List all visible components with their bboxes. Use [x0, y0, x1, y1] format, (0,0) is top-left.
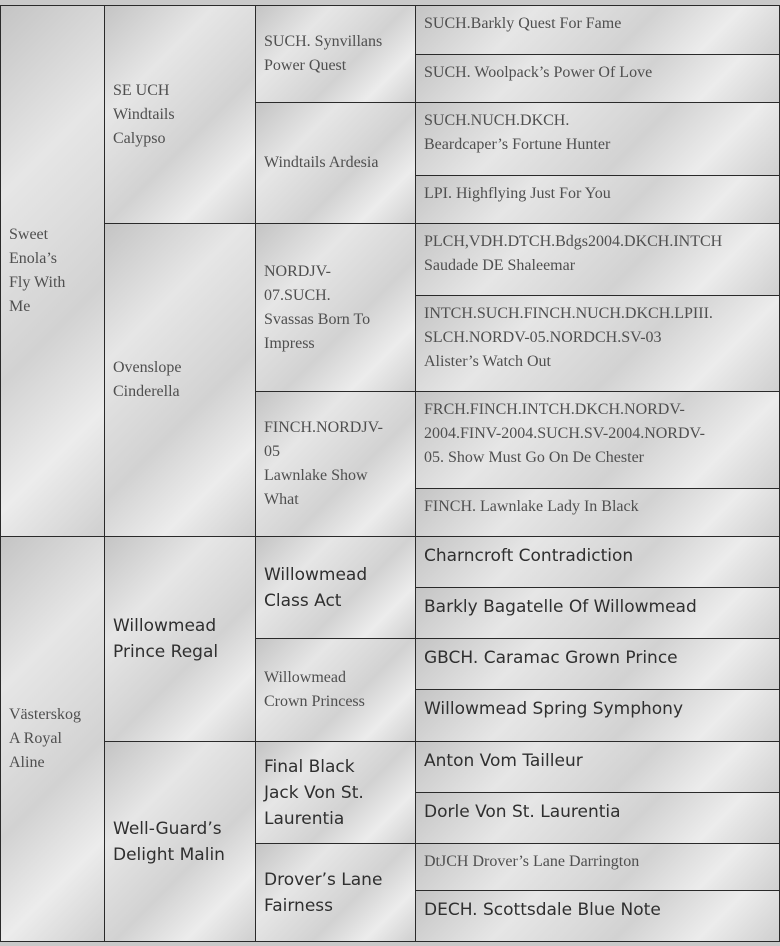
sire-dam-dam-cell	[255, 391, 416, 537]
sire-name: Sweet Enola’s Fly With Me	[9, 226, 66, 315]
sire-sire-sire-name: SUCH. Synvillans Power Quest	[264, 33, 383, 74]
sire-sire-dam-name: Windtails Ardesia	[264, 154, 379, 171]
gen4-name: Barkly Bagatelle Of Willowmead	[424, 597, 697, 617]
gen4-cell	[415, 223, 780, 296]
gen4-cell	[415, 587, 780, 639]
gen4-cell	[415, 488, 780, 537]
dam-dam-cell	[104, 741, 256, 942]
gen4-cell	[415, 391, 780, 489]
gen4-name: DECH. Scottsdale Blue Note	[424, 900, 661, 920]
gen4-cell	[415, 175, 780, 224]
gen4-cell	[415, 295, 780, 392]
gen4-name: LPI. Highflying Just For You	[424, 185, 611, 202]
gen4-name: SUCH. Woolpack’s Power Of Love	[424, 64, 653, 81]
sire-sire-name: SE UCH Windtails Calypso	[113, 81, 175, 147]
gen4-cell	[415, 843, 780, 891]
sire-dam-name: Ovenslope Cinderella	[113, 359, 182, 400]
gen4-cell	[415, 638, 780, 690]
gen4-name: PLCH,VDH.DTCH.Bdgs2004.DKCH.INTCH Saudade DE Shaleemar	[424, 233, 723, 274]
dam-dam-dam-name: Drover’s Lane Fairness	[264, 869, 383, 916]
gen4-name: SUCH.Barkly Quest For Fame	[424, 15, 622, 32]
dam-sire-name: Willowmead Prince Regal	[113, 616, 219, 662]
gen4-cell	[415, 792, 780, 844]
sire-sire-sire-cell	[255, 5, 416, 103]
gen4-cell	[415, 54, 780, 103]
dam-sire-dam-name: Willowmead Crown Princess	[264, 669, 365, 710]
dam-sire-cell	[104, 536, 256, 742]
dam-name: Västerskog A Royal Aline	[9, 706, 81, 771]
gen4-name: Dorle Von St. Laurentia	[424, 802, 621, 822]
gen4-name: DtJCH Drover’s Lane Darrington	[424, 853, 640, 870]
gen4-name: Anton Vom Tailleur	[424, 751, 583, 771]
pedigree-dam-cell	[0, 536, 105, 942]
dam-dam-sire-name: Final Black Jack Von St. Laurentia	[264, 756, 364, 829]
gen4-cell	[415, 689, 780, 742]
sire-sire-cell	[104, 5, 256, 224]
gen4-name: Willowmead Spring Symphony	[424, 699, 684, 719]
gen4-cell	[415, 741, 780, 793]
sire-dam-cell	[104, 223, 256, 537]
gen4-name: INTCH.SUCH.FINCH.NUCH.DKCH.LPIII. SLCH.NORDV-05.NORDCH.SV-03 Alister’s Watch Out	[424, 305, 713, 370]
pedigree-sire-cell	[0, 5, 105, 537]
dam-sire-sire-name: Willowmead Class Act	[264, 564, 368, 611]
gen4-name: SUCH.NUCH.DKCH. Beardcaper’s Fortune Hunter	[424, 112, 611, 153]
gen4-name: FRCH.FINCH.INTCH.DKCH.NORDV- 2004.FINV-2004.SUCH.SV-2004.NORDV- 05. Show Must Go On De Chester	[424, 401, 705, 466]
dam-sire-sire-cell	[255, 536, 416, 639]
dam-dam-sire-cell	[255, 741, 416, 844]
dam-dam-dam-cell	[255, 843, 416, 942]
gen4-name: Charncroft Contradiction	[424, 546, 634, 566]
dam-sire-dam-cell	[255, 638, 416, 742]
sire-sire-dam-cell	[255, 102, 416, 224]
sire-dam-sire-cell	[255, 223, 416, 392]
dam-dam-name: Well-Guard’s Delight Malin	[113, 818, 225, 865]
sire-dam-sire-name: NORDJV- 07.SUCH. Svassas Born To Impress	[264, 262, 371, 352]
gen4-name: FINCH. Lawnlake Lady In Black	[424, 498, 639, 515]
gen4-cell	[415, 5, 780, 55]
gen4-name: GBCH. Caramac Grown Prince	[424, 648, 678, 668]
sire-dam-dam-name: FINCH.NORDJV- 05 Lawnlake Show What	[264, 419, 383, 508]
gen4-cell	[415, 890, 780, 942]
gen4-cell	[415, 536, 780, 588]
gen4-cell	[415, 102, 780, 176]
